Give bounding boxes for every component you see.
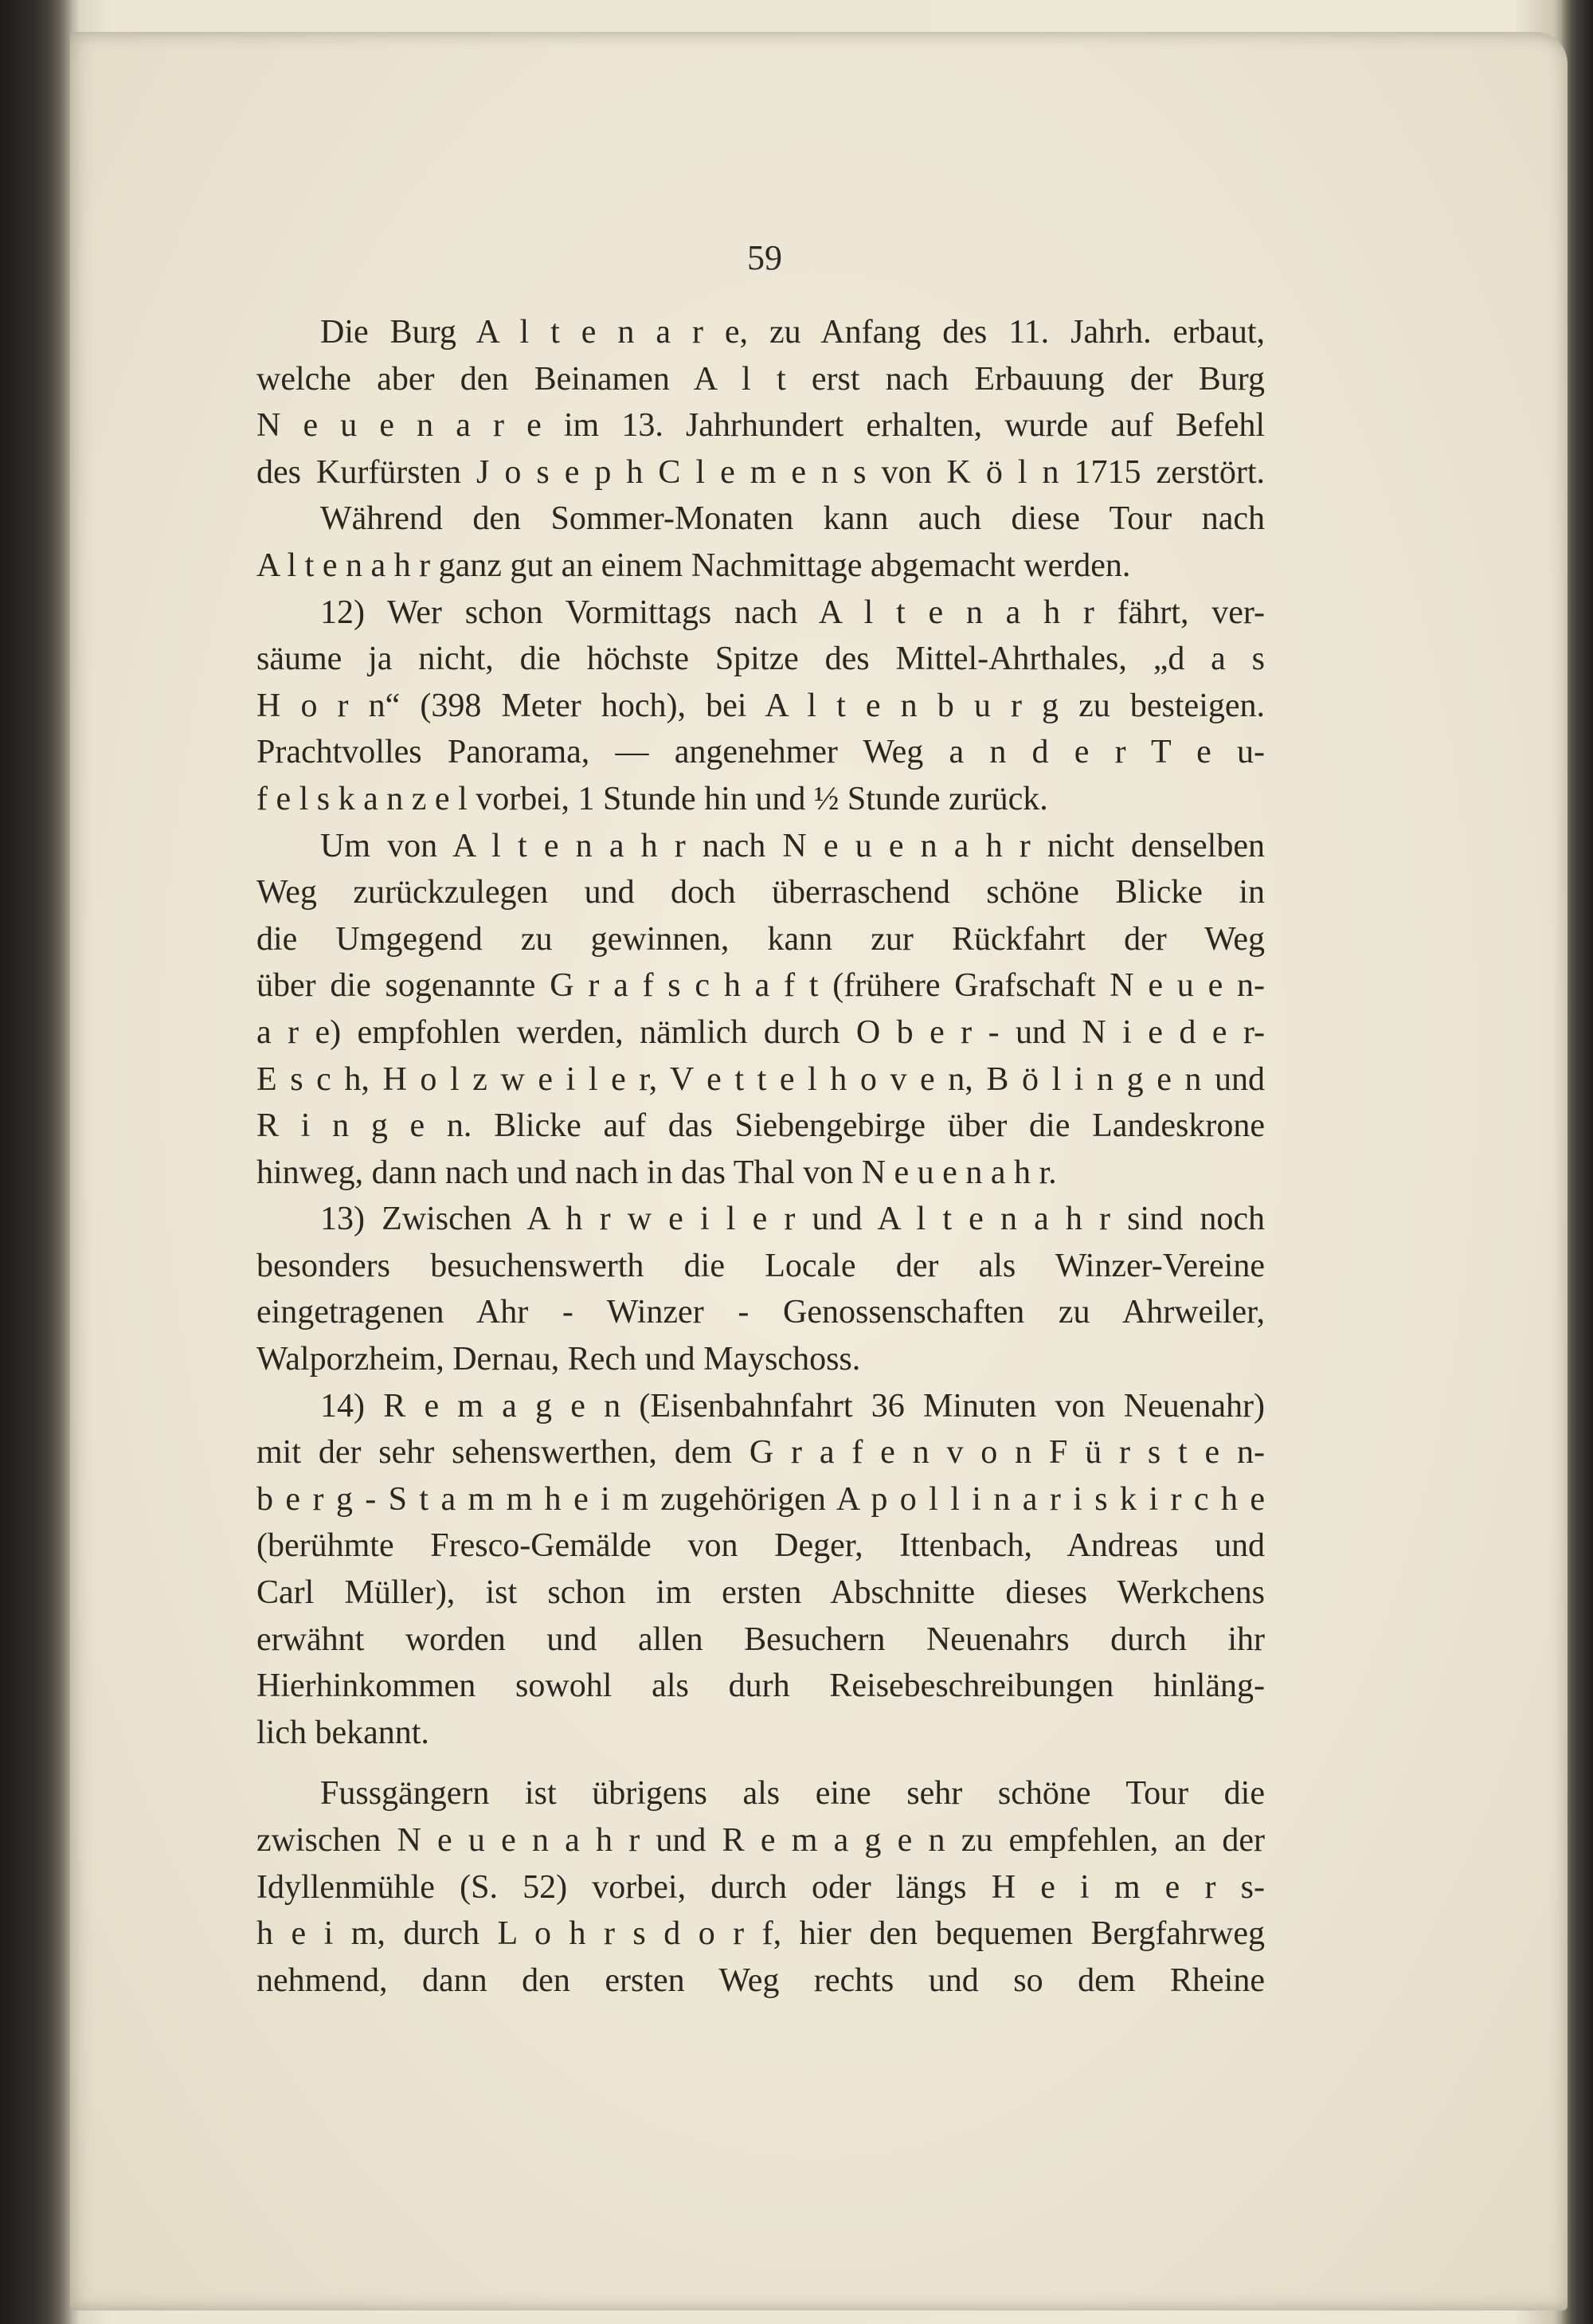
text-line: säume ja nicht, die höchste Spitze des Mittel-Ahrthales, „d a s (256, 641, 1265, 678)
text-line: Carl Müller), ist schon im ersten Abschnitte dieses Werkchens (256, 1574, 1265, 1612)
text-line: des Kurfürsten J o s e p h C l e m e n s von K ö l n 1715 zerstört. (256, 453, 1265, 491)
text-line: Walporzheim, Dernau, Rech und Mayschoss. (256, 1341, 861, 1378)
text-line: eingetragenen Ahr - Winzer - Genossenschaften zu Ahrweiler, (256, 1294, 1265, 1331)
text-line: b e r g - S t a m m h e i m zugehörigen A p o l l i n a r i s k i r c h e (256, 1480, 1265, 1518)
text-line: nehmend, dann den ersten Weg rechts und so dem Rheine (256, 1961, 1265, 1999)
text-line: über die sogenannte G r a f s c h a f t (frühere Grafschaft N e u e n- (256, 967, 1265, 1005)
text-line: besonders besuchenswerth die Locale der als Winzer-Vereine (256, 1247, 1265, 1284)
text-line: Hierhinkommen sowohl als durh Reisebeschreibungen hinläng- (256, 1668, 1265, 1705)
text-line: hinweg, dann nach und nach in das Thal von N e u e n a h r. (256, 1154, 1057, 1191)
text-line: lich bekannt. (256, 1714, 429, 1751)
text-line: erwähnt worden und allen Besuchern Neuenahrs durch ihr (256, 1621, 1265, 1658)
text-line: A l t e n a h r ganz gut an einem Nachmittage abgemacht werden. (256, 547, 1131, 584)
text-line: 13) Zwischen A h r w e i l e r und A l t e n a h r sind noch (320, 1201, 1265, 1238)
text-line: Während den Sommer-Monaten kann auch diese Tour nach (320, 500, 1265, 538)
text-line: E s c h, H o l z w e i l e r, V e t t e l h o v e n, B ö l i n g e n und (256, 1060, 1265, 1098)
text-line: 14) R e m a g e n (Eisenbahnfahrt 36 Minuten von Neuenahr) (320, 1387, 1265, 1425)
page-text-block (256, 309, 1265, 2004)
text-line: f e l s k a n z e l vorbei, 1 Stunde hin und ½ Stunde zurück. (256, 780, 1048, 817)
text-line: Um von A l t e n a h r nach N e u e n a h r nicht denselben (320, 827, 1265, 864)
text-line: Fussgängern ist übrigens als eine sehr schöne Tour die (320, 1775, 1265, 1813)
book-gutter-shadow (0, 0, 80, 2324)
text-line: a r e) empfohlen werden, nämlich durch O b e r - und N i e d e r- (256, 1013, 1265, 1051)
page-number: 59 (747, 238, 782, 277)
text-line: h e i m, durch L o h r s d o r f, hier den bequemen Bergfahrweg (256, 1915, 1265, 1953)
text-line: (berühmte Fresco-Gemälde von Deger, Ittenbach, Andreas und (256, 1527, 1265, 1565)
text-line: Die Burg A l t e n a r e, zu Anfang des 11. Jahrh. erbaut, (320, 314, 1265, 351)
text-line: Prachtvolles Panorama, — angenehmer Weg a n d e r T e u- (256, 734, 1265, 771)
text-line: 12) Wer schon Vormittags nach A l t e n a h r fährt, ver- (320, 594, 1265, 631)
text-line: N e u e n a r e im 13. Jahrhundert erhalten, wurde auf Befehl (256, 407, 1265, 445)
text-line: die Umgegend zu gewinnen, kann zur Rückfahrt der Weg (256, 920, 1265, 958)
text-line: Idyllenmühle (S. 52) vorbei, durch oder längs H e i m e r s- (256, 1868, 1265, 1906)
text-line: Weg zurückzulegen und doch überraschend schöne Blicke in (256, 874, 1265, 911)
text-line: welche aber den Beinamen A l t erst nach Erbauung der Burg (256, 360, 1265, 398)
text-line: R i n g e n. Blicke auf das Siebengebirge über die Landeskrone (256, 1107, 1265, 1145)
text-line: zwischen N e u e n a h r und R e m a g e n zu empfehlen, an der (256, 1822, 1265, 1859)
text-line: H o r n“ (398 Meter hoch), bei A l t e n b u r g zu besteigen. (256, 687, 1265, 724)
text-line: mit der sehr sehenswerthen, dem G r a f e n v o n F ü r s t e n- (256, 1434, 1265, 1472)
